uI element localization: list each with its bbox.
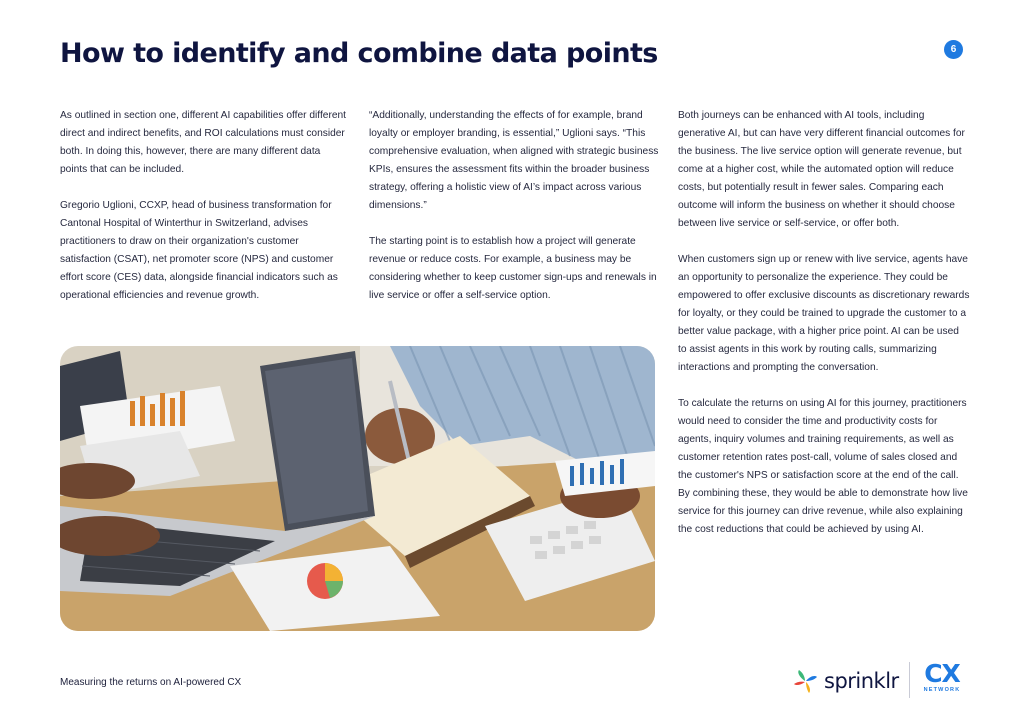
text-column-3: [678, 107, 970, 557]
paragraph: The starting point is to establish how a project will generate revenue or reduce costs. For example, a business may be considering whether to keep customer sign-ups and renewals in live service or offer a self-service option.: [369, 236, 657, 301]
cx-logo-mark: CX: [924, 659, 960, 688]
paragraph: Gregorio Uglioni, CCXP, head of business transformation for Cantonal Hospital of Winterthur in Switzerland, advises practitioners to draw on their organization's customer satisfaction (CSAT), net promoter score (NPS) and customer effort score (CES) data, alongside financial indicators such as operational efficiencies and revenue growth.: [60, 200, 338, 301]
page-number-badge: 6: [944, 40, 963, 59]
office-photo: [60, 346, 655, 631]
sprinklr-logo-icon: [793, 668, 819, 694]
paragraph: Both journeys can be enhanced with AI tools, including generative AI, but can have very different financial outcomes for the business. The live service option will generate revenue, but come at a higher cost, while the automated option will reduce costs, but potentially result in fewer sales. Comparing each outcome will inform the business on whether it should choose between live service or self-service, or offer both.: [678, 110, 965, 229]
paragraph: As outlined in section one, different AI capabilities offer different direct and indirect benefits, and ROI calculations must consider both. In doing this, however, there are many different data points that can be included.: [60, 110, 346, 175]
footer-title: Measuring the returns on AI-powered CX: [60, 677, 242, 688]
sprinklr-wordmark: sprinklr: [824, 669, 899, 693]
cx-logo-subtitle: NETWORK: [923, 687, 961, 693]
logo-divider: [909, 662, 910, 698]
paragraph: To calculate the returns on using AI for this journey, practitioners would need to consider the time and productivity costs for agents, inquiry volumes and training requirements, as well as customer retention rates post-call, volume of sales closed and the customer's NPS or satisfaction score at the end of the call. By combining these, they would be able to demonstrate how live service for this journey can drive revenue, while also explaining the cost reductions that could be achieved by using AI.: [678, 398, 968, 535]
cx-network-logo: [920, 660, 964, 700]
paragraph: When customers sign up or renew with live service, agents have an opportunity to personalize the experience. They could be empowered to offer exclusive discounts as discretionary rewards for loyalty, or they could be trained to upgrade the customer to a better value package, with a higher price point. AI can be used to assist agents in this work by routing calls, summarizing interactions and prompting the conversation.: [678, 254, 970, 373]
page-title: How to identify and combine data points: [60, 38, 658, 69]
paragraph: “Additionally, understanding the effects of for example, brand loyalty or employer branding, is essential,” Uglioni says. “This comprehensive evaluation, when aligned with strategic business KPIs, ensures the assessment fits within the broader business strategy, offering a holistic view of AI’s impact across various dimensions.”: [369, 110, 659, 211]
text-column-2: [369, 107, 659, 323]
sprinklr-logo: [793, 667, 899, 695]
text-column-1: [60, 107, 350, 323]
